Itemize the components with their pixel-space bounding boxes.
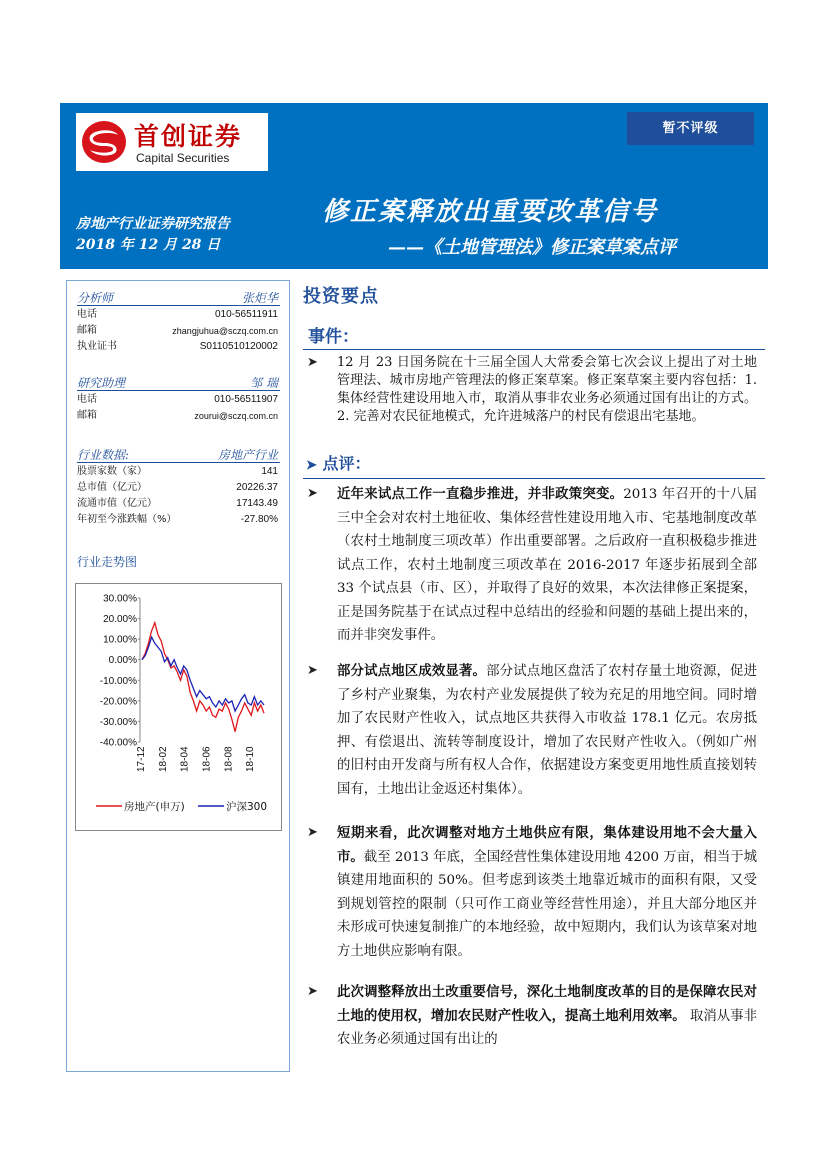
- x-tick-label: 18-10: [245, 746, 257, 772]
- row-value: -27.80%: [240, 514, 278, 525]
- company-logo: [76, 113, 268, 171]
- y-tick-label: 30.00%: [103, 593, 137, 605]
- logo-english-name: Capital Securities: [136, 151, 230, 165]
- assistant-phone: 010-56511907: [214, 394, 278, 405]
- rating-badge: 暂不评级: [627, 112, 754, 145]
- report-date: 2018 年 12 月 28 日: [76, 237, 221, 253]
- row-key: 股票家数（家）: [77, 466, 147, 477]
- row-key: 电话: [77, 309, 97, 320]
- arrow-bullet-icon: ➤: [307, 355, 318, 370]
- analyst-license: S0110510120002: [199, 341, 278, 352]
- row-key: 电话: [77, 394, 97, 405]
- row-key: 年初至今涨跌幅（%）: [77, 514, 177, 525]
- assistant-phone-row: [77, 392, 280, 408]
- x-tick-label: 18-06: [201, 746, 213, 772]
- section-divider: [303, 349, 765, 350]
- comment-paragraph-4: [337, 981, 757, 1052]
- legend-label: 沪深300: [226, 801, 268, 813]
- logo-chinese-name: 首创证券: [134, 122, 243, 151]
- assistant-email-row: [77, 408, 280, 424]
- report-subtitle: ——《土地管理法》修正案草案点评: [388, 237, 676, 258]
- section-divider: [303, 478, 765, 479]
- y-tick-label: -40.00%: [99, 737, 137, 749]
- row-key: 邮箱: [77, 325, 97, 336]
- x-tick-label: 18-02: [157, 746, 169, 772]
- row-key: 邮箱: [77, 410, 97, 421]
- event-heading: 事件：: [308, 327, 359, 347]
- industry-row: [77, 480, 280, 496]
- analyst-email[interactable]: zhangjuhua@sczq.com.cn: [172, 326, 278, 336]
- industry-data-header: [77, 446, 280, 463]
- row-value: 17143.49: [236, 498, 278, 509]
- analyst-phone: 010-56511911: [214, 309, 278, 320]
- y-tick-label: 0.00%: [108, 655, 137, 667]
- x-tick-label: 18-04: [179, 746, 191, 772]
- paragraph-body: 2013 年召开的十八届三中全会对农村土地征收、集体经营性建设用地入市、宅基地制度改革（农村土地制度三项改革）作出重要部署。之后政府一直积极稳步推进试点工作，农村土地制度三项改革在 2016-2017 年逐步拓展到全部 33 个试点县（市、区），并取得了良好的效果，本次法律修正案提案，正是国务院基于在试点过程中总结出的经验和问题的基础上提出来的，而并非突发事件。: [337, 487, 757, 643]
- analyst-label: 分析师: [77, 291, 114, 305]
- analyst-license-row: [77, 339, 280, 355]
- report-type: 房地产行业证券研究报告: [76, 216, 230, 232]
- paragraph-lead: 部分试点地区成效显著。: [337, 663, 487, 679]
- paragraph-body: 取消从事非农业务必须通过国有出让的: [337, 1008, 758, 1047]
- paragraph-body: 部分试点地区盘活了农村存量土地资源，促进了乡村产业聚集，为农村产业发展提供了较为充足的用地空间。同时增加了农民财产性收入，试点地区共获得入市收益 178.1 亿元。农房抵押、有偿退出、流转等制度设计，增加了农民财产性收入。（例如广州的旧村由开发商与所有权人合作，依据建设方案变更用地性质直接划转国有，土地出让金返还村集体）。: [337, 664, 758, 797]
- assistant-email[interactable]: zourui@sczq.com.cn: [194, 411, 278, 421]
- industry-name: 房地产行业: [217, 448, 278, 462]
- arrow-bullet-icon: ➤: [306, 458, 317, 473]
- trend-chart-svg: [76, 584, 281, 830]
- analyst-name: 张炬华: [241, 291, 278, 305]
- x-tick-label: 18-08: [223, 746, 235, 772]
- arrow-bullet-icon: ➤: [307, 825, 318, 840]
- comment-paragraph-3: [337, 822, 757, 963]
- comment-paragraph-2: [337, 660, 757, 801]
- y-tick-label: 10.00%: [103, 634, 137, 646]
- row-key: 总市值（亿元）: [77, 482, 147, 493]
- y-tick-label: -30.00%: [99, 716, 137, 728]
- row-key: 执业证书: [77, 341, 117, 352]
- analyst-section-header: [77, 289, 280, 306]
- comment-heading: [306, 451, 371, 474]
- series-line-real-estate: [142, 623, 264, 732]
- analyst-email-row: [77, 323, 280, 339]
- x-tick-label: 17-12: [136, 746, 147, 772]
- comment-paragraph-1: [337, 483, 757, 648]
- paragraph-lead: 此次调整释放出土改重要信号，深化土地制度改革的目的是保障农民对土地的使用权，增加农民财产性收入，提高土地利用效率。: [337, 984, 757, 1024]
- industry-data-label: 行业数据:: [77, 448, 130, 462]
- series-line-hs300: [142, 637, 264, 711]
- analyst-phone-row: [77, 307, 280, 323]
- capital-securities-logo-icon: [80, 119, 128, 165]
- row-value: 20226.37: [236, 482, 278, 493]
- row-value: 141: [261, 466, 278, 477]
- industry-trend-chart: [75, 583, 282, 831]
- y-tick-label: 20.00%: [103, 614, 137, 626]
- report-title: 修正案释放出重要改革信号: [322, 197, 659, 227]
- arrow-bullet-icon: ➤: [307, 663, 318, 678]
- trend-chart-label: 行业走势图: [77, 555, 138, 569]
- report-header: [60, 103, 768, 269]
- assistant-label: 研究助理: [77, 376, 126, 390]
- paragraph-lead: 近年来试点工作一直稳步推进，并非政策突变。: [337, 486, 624, 502]
- investment-highlights-heading: 投资要点: [303, 286, 379, 307]
- assistant-section-header: [77, 374, 280, 391]
- industry-row: [77, 512, 280, 528]
- paragraph-body: 截至 2013 年底，全国经营性集体建设用地 4200 万亩，相当于城镇建用地面积的 50%。但考虑到该类土地靠近城市的面积有限，又受到规划管控的限制（只可作工商业等经营性用途），并且大部分地区并未形成可快速复制推广的本地经验，故中短期内，我们认为该草案对地方土地供应影响有限。: [337, 849, 758, 959]
- row-key: 流通市值（亿元）: [77, 498, 157, 509]
- arrow-bullet-icon: ➤: [307, 486, 318, 501]
- paragraph-lead: 短期来看，此次调整对地方土地供应有限，集体建设用地不会大量入市。: [337, 825, 757, 865]
- industry-row: [77, 464, 280, 480]
- y-tick-label: -20.00%: [99, 696, 137, 708]
- industry-row: [77, 496, 280, 512]
- y-tick-label: -10.00%: [99, 675, 137, 687]
- legend-label: 房地产(申万): [124, 801, 185, 813]
- comment-heading-text: 点评：: [322, 454, 371, 473]
- arrow-bullet-icon: ➤: [307, 984, 318, 999]
- sidebar-panel: [66, 280, 290, 1072]
- assistant-name: 邹 瑞: [250, 376, 278, 390]
- event-paragraph: 12 月 23 日国务院在十三届全国人大常委会第七次会议上提出了对土地管理法、城市房地产管理法的修正案草案。修正案草案主要内容包括：1. 集体经营性建设用地入市，取消从事非农业务必须通过国有出让的方式。2. 完善对农民征地模式，允许进城落户的村民有偿退出宅基地。: [337, 355, 757, 424]
